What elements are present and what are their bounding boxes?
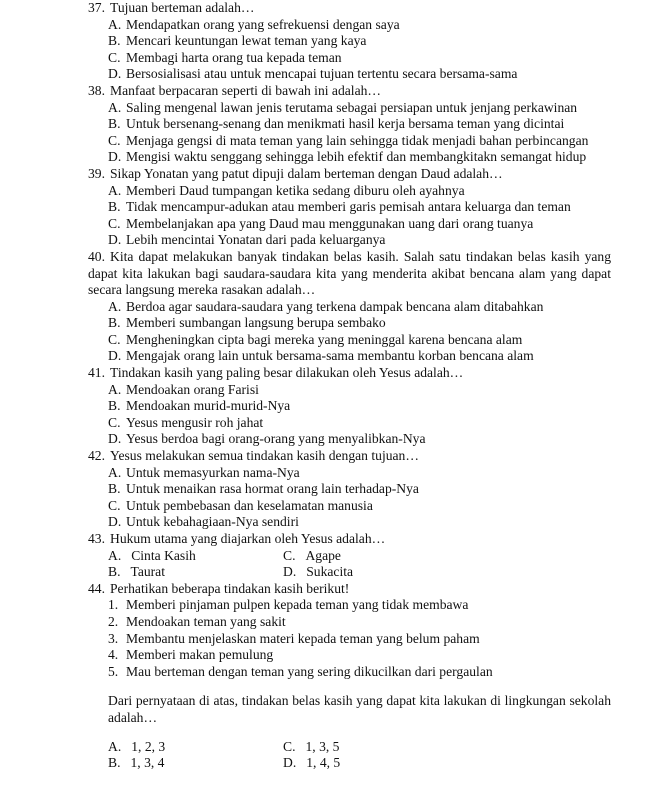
option-letter: D.	[108, 232, 122, 248]
option-a	[108, 739, 165, 756]
option-text: Untuk pembebasan dan keselamatan manusia	[126, 497, 373, 513]
statement-number: 2.	[108, 613, 119, 629]
option-text: Berdoa agar saudara-saudara yang terkena dampak bencana alam ditabahkan	[126, 298, 544, 314]
option-text: Cinta Kasih	[131, 547, 196, 563]
statement-number: 1.	[108, 597, 119, 613]
option-text: Yesus berdoa bagi orang-orang yang menyalibkan-Nya	[126, 431, 426, 447]
option-d	[0, 514, 665, 531]
statement-number: 3.	[108, 630, 119, 646]
question-43	[0, 531, 665, 581]
option-text: Yesus mengusir roh jahat	[126, 414, 264, 430]
option-letter: C.	[108, 215, 121, 231]
option-text: Untuk menaikan rasa hormat orang lain terhadap-Nya	[126, 481, 419, 497]
option-row	[0, 564, 665, 581]
option-letter: C.	[108, 49, 121, 65]
option-text: Tidak mencampur-adukan atau memberi garis pemisah antara keluarga dan teman	[126, 199, 571, 215]
option-letter: D.	[108, 431, 122, 447]
option-letter: B.	[108, 564, 121, 580]
option-d	[0, 431, 665, 448]
question-text: Perhatikan beberapa tindakan kasih berikut!	[110, 580, 350, 596]
option-letter: D.	[283, 755, 297, 771]
option-text: Mengisi waktu senggang sehingga lebih efektif dan membangkitakn semangat hidup	[126, 149, 587, 165]
option-letter: C.	[283, 547, 296, 563]
option-text: 1, 3, 5	[305, 738, 340, 754]
question-number: 40.	[88, 248, 105, 264]
question-text: Yesus melakukan semua tindakan kasih dengan tujuan…	[110, 448, 419, 464]
option-d	[0, 66, 665, 83]
option-letter: D.	[108, 149, 122, 165]
question-stem	[0, 448, 665, 465]
option-letter: A.	[108, 738, 122, 754]
question-number: 41.	[88, 365, 105, 381]
option-text: Memberi Daud tumpangan ketika sedang diburu oleh ayahnya	[126, 182, 465, 198]
question-stem	[0, 166, 665, 183]
question-38	[0, 83, 665, 166]
statement-number: 4.	[108, 647, 119, 663]
option-text: Sukacita	[306, 564, 354, 580]
question-number: 42.	[88, 448, 105, 464]
question-39	[0, 166, 665, 249]
option-d	[0, 348, 665, 365]
option-letter: B.	[108, 199, 121, 215]
option-b	[0, 398, 665, 415]
statement-text: Mau berteman dengan teman yang sering dikucilkan dari pergaulan	[126, 663, 493, 679]
option-text: Taurat	[130, 564, 165, 580]
option-letter: A.	[108, 464, 122, 480]
statement-item	[0, 597, 665, 614]
option-letter: B.	[108, 755, 121, 771]
question-number: 44.	[88, 580, 105, 596]
option-letter: C.	[108, 331, 121, 347]
question-stem	[0, 531, 665, 548]
question-37	[0, 0, 665, 83]
option-text: Untuk bersenang-senang dan menikmati hasil kerja bersama teman yang dicintai	[126, 116, 565, 132]
option-text: Lebih mencintai Yonatan dari pada keluarganya	[126, 232, 386, 248]
option-a	[0, 183, 665, 200]
option-a	[108, 548, 196, 565]
question-number: 38.	[88, 82, 105, 98]
follow-up-question: Dari pernyataan di atas, tindakan belas kasih yang dapat kita lakukan di lingkungan sekolah adalah…	[108, 693, 611, 725]
option-letter: C.	[108, 414, 121, 430]
option-d	[0, 232, 665, 249]
option-text: Mendoakan orang Farisi	[126, 381, 259, 397]
option-row	[0, 755, 665, 772]
question-text: Manfaat berpacaran seperti di bawah ini adalah…	[110, 82, 381, 98]
option-c	[0, 133, 665, 150]
statement-text: Memberi makan pemulung	[126, 647, 274, 663]
option-a	[0, 299, 665, 316]
option-letter: A.	[108, 16, 122, 32]
option-letter: D.	[283, 564, 297, 580]
option-letter: A.	[108, 298, 122, 314]
option-letter: A.	[108, 99, 122, 115]
option-text: Mengheningkan cipta bagi mereka yang meninggal karena bencana alam	[126, 331, 523, 347]
option-d	[0, 149, 665, 166]
statement-number: 5.	[108, 663, 119, 679]
option-c	[0, 50, 665, 67]
option-text: Membelanjakan apa yang Daud mau menggunakan uang dari orang tuanya	[126, 215, 534, 231]
question-text: Tujuan berteman adalah…	[110, 0, 255, 15]
option-text: Bersosialisasi atau untuk mencapai tujuan tertentu secara bersama-sama	[126, 66, 518, 82]
option-text: Saling mengenal lawan jenis terutama sebagai persiapan untuk jenjang perkawinan	[126, 99, 578, 115]
option-b	[0, 199, 665, 216]
option-text: 1, 4, 5	[306, 755, 341, 771]
option-letter: D.	[108, 514, 122, 530]
statement-item	[0, 614, 665, 631]
option-b	[0, 33, 665, 50]
option-letter: A.	[108, 182, 122, 198]
option-text: Memberi sumbangan langsung berupa sembako	[126, 315, 386, 331]
option-letter: B.	[108, 315, 121, 331]
option-text: Untuk memasyurkan nama-Nya	[126, 464, 300, 480]
question-stem	[0, 249, 665, 299]
option-c	[283, 548, 341, 565]
question-40	[0, 249, 665, 365]
option-c	[0, 332, 665, 349]
question-number: 43.	[88, 531, 105, 546]
option-a	[0, 465, 665, 482]
option-letter: D.	[108, 348, 122, 364]
option-b	[0, 116, 665, 133]
option-a	[0, 100, 665, 117]
option-text: Membagi harta orang tua kepada teman	[126, 49, 342, 65]
question-number: 39.	[88, 165, 105, 181]
option-text: Untuk kebahagiaan-Nya sendiri	[126, 514, 299, 530]
option-letter: A.	[108, 381, 122, 397]
option-b	[108, 564, 165, 581]
option-c	[0, 498, 665, 515]
option-d	[283, 755, 340, 772]
question-42	[0, 448, 665, 531]
option-row	[0, 548, 665, 565]
option-c	[0, 216, 665, 233]
option-letter: B.	[108, 398, 121, 414]
question-text: Hukum utama yang diajarkan oleh Yesus adalah…	[110, 531, 386, 546]
question-text: Sikap Yonatan yang patut dipuji dalam berteman dengan Daud adalah…	[110, 165, 503, 181]
statement-item	[0, 647, 665, 664]
statement-text: Membantu menjelaskan materi kepada teman yang belum paham	[126, 630, 480, 646]
option-text: Mengajak orang lain untuk bersama-sama membantu korban bencana alam	[126, 348, 534, 364]
option-letter: C.	[108, 132, 121, 148]
question-stem	[0, 83, 665, 100]
option-a	[0, 382, 665, 399]
option-d	[283, 564, 353, 581]
statement-text: Memberi pinjaman pulpen kepada teman yang tidak membawa	[126, 597, 469, 613]
option-row	[0, 739, 665, 756]
option-a	[0, 17, 665, 34]
option-c	[283, 739, 339, 756]
question-stem	[0, 0, 665, 17]
statement-text: Mendoakan teman yang sakit	[126, 613, 286, 629]
question-44	[0, 581, 665, 772]
question-41	[0, 365, 665, 448]
option-letter: A.	[108, 547, 122, 563]
option-letter: B.	[108, 33, 121, 49]
option-b	[108, 755, 164, 772]
option-text: Menjaga gengsi di mata teman yang lain sehingga tidak menjadi bahan perbincangan	[126, 132, 589, 148]
question-stem	[0, 365, 665, 382]
option-letter: B.	[108, 116, 121, 132]
option-text: Mendapatkan orang yang sefrekuensi dengan saya	[126, 16, 400, 32]
statement-item	[0, 664, 665, 681]
question-text: Tindakan kasih yang paling besar dilakukan oleh Yesus adalah…	[110, 365, 464, 381]
statement-item	[0, 631, 665, 648]
option-letter: C.	[108, 497, 121, 513]
option-text: 1, 2, 3	[131, 738, 166, 754]
question-text: Kita dapat melakukan banyak tindakan belas kasih. Salah satu tindakan belas kasih yang dapat kita lakukan bagi saudara-saudara kita yang menderita akibat bencana alam yang dapat secara langsung mereka rasakan adalah…	[88, 248, 611, 298]
option-letter: C.	[283, 738, 296, 754]
option-text: 1, 3, 4	[130, 755, 165, 771]
question-number: 37.	[88, 0, 105, 15]
question-stem	[0, 581, 665, 598]
option-b	[0, 315, 665, 332]
option-letter: B.	[108, 481, 121, 497]
option-b	[0, 481, 665, 498]
option-text: Mendoakan murid-murid-Nya	[126, 398, 291, 414]
option-text: Agape	[305, 547, 341, 563]
option-letter: D.	[108, 66, 122, 82]
option-c	[0, 415, 665, 432]
option-text: Mencari keuntungan lewat teman yang kaya	[126, 33, 367, 49]
